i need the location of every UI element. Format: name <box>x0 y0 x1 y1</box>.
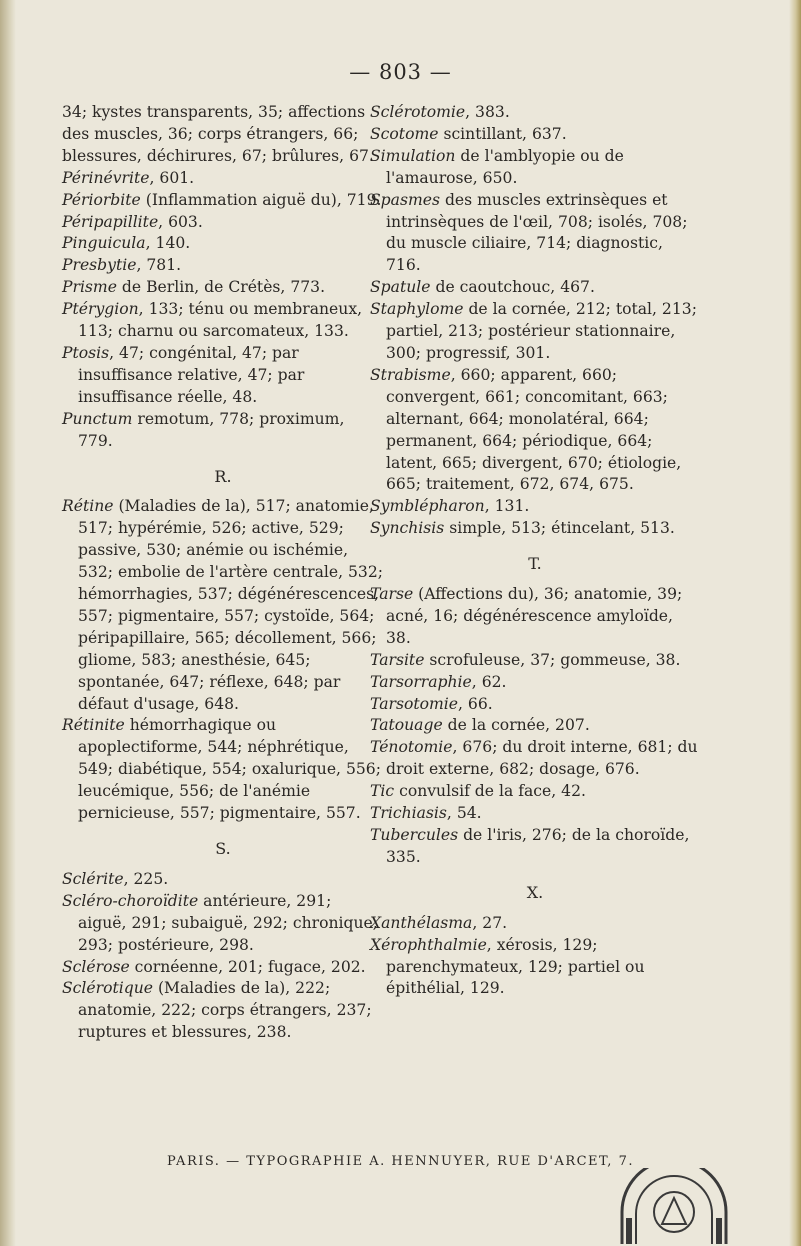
section-heading: S. <box>215 839 231 858</box>
index-term: Scotome <box>370 124 439 143</box>
index-references: scintillant, 637. <box>438 124 567 143</box>
index-term: Scléro-choroïdite <box>62 891 199 910</box>
index-entry <box>62 957 384 979</box>
index-entry <box>62 102 384 168</box>
index-term: Presbytie <box>62 256 137 275</box>
index-references: cornéenne, 201; fugace, 202. <box>129 957 366 976</box>
index-entry <box>370 803 700 825</box>
index-references: , 66. <box>458 694 493 713</box>
index-term: Tubercules <box>370 826 459 844</box>
index-entry <box>62 496 384 715</box>
index-references: , 601. <box>149 168 195 187</box>
index-references: de la cornée, 212; total, 213; partiel, 213; postérieur stationnaire, 300; progressif, 301. <box>386 300 697 362</box>
index-references: antérieure, 291; aiguë, 291; subaiguë, 292; chronique, 293; postérieure, 298. <box>78 891 378 954</box>
index-entry <box>370 190 700 278</box>
index-references: des muscles extrinsèques et intrinsèques de l'œil, 708; isolés, 708; du muscle ciliaire, 714; diagnostic, 716. <box>386 190 688 275</box>
index-term: Sclérite <box>62 869 124 888</box>
printer-imprint: PARIS. — TYPOGRAPHIE A. HENNUYER, RUE D'ARCET, 7. <box>167 1154 634 1169</box>
index-entry <box>370 825 700 869</box>
index-references: 34; kystes transparents, 35; affections des muscles, 36; corps étrangers, 66; blessures, déchirures, 67; brûlures, 67. <box>62 103 374 165</box>
index-term: Xérophthalmie <box>370 935 487 954</box>
index-references: (Maladies de la), 517; anatomie, 517; hypérémie, 526; active, 529; passive, 530; anémie ou ischémie, 532; embolie de l'artère centrale, 532; hémorrhagies, 537; dégénérescences, 557; pigmentaire, 557; cystoïde, 564; péripapillaire, 565; décollement, 566; gliome, 583; anesthésie, 645; spontanée, 647; réflexe, 648; par défaut d'usage, 648. <box>78 497 384 713</box>
index-term: Xanthélasma <box>370 913 473 932</box>
section-heading: R. <box>214 466 232 486</box>
index-entry <box>62 277 384 299</box>
index-entry <box>62 299 384 343</box>
index-entry <box>370 672 700 694</box>
index-references: remotum, 778; proximum, 779. <box>78 409 345 450</box>
index-term: Sclérotique <box>62 979 153 998</box>
index-references: de l'iris, 276; de la choroïde, 335. <box>386 826 690 866</box>
index-entry <box>370 277 700 299</box>
index-term: Ténotomie <box>370 738 453 757</box>
index-references: , 225. <box>123 869 169 888</box>
index-entry <box>370 102 700 124</box>
index-references: hémorrhagique ou apoplectiforme, 544; néphrétique, 549; diabétique, 554; oxalurique, 556; leucémique, 556; de l'anémie pernicieuse, 557; pigmentaire, 557. <box>78 716 381 823</box>
index-entry <box>62 190 384 212</box>
index-references: , 27. <box>472 913 508 932</box>
index-column-right <box>370 102 700 1000</box>
index-term: Punctum <box>62 409 133 428</box>
index-references: , 62. <box>471 672 507 691</box>
index-entry <box>62 212 384 234</box>
index-references: , 660; apparent, 660; convergent, 661; concomitant, 663; alternant, 664; monolatéral, 664; permanent, 664; périodique, 664; latent, 665; divergent, 670; étiologie, 665; traitement, 672, 674, 675. <box>386 365 682 494</box>
index-entry <box>62 869 384 891</box>
index-references: , 131. <box>484 497 530 516</box>
page-edge <box>789 0 801 1246</box>
index-term: Rétine <box>62 497 114 516</box>
index-column-left <box>62 102 384 1044</box>
index-references: , 383. <box>465 103 510 121</box>
index-entry <box>62 978 384 1044</box>
index-term: Spatule <box>370 278 431 297</box>
index-term: Tarsotomie <box>370 694 458 713</box>
index-term: Simulation <box>370 146 456 165</box>
index-term: Rétinite <box>62 716 125 735</box>
index-references: , xérosis, 129; parenchymateux, 129; partiel ou épithélial, 129. <box>386 935 645 998</box>
index-entry <box>62 409 384 453</box>
index-references: (Inflammation aiguë du), 719. <box>140 190 382 209</box>
index-entry <box>62 168 384 190</box>
index-term: Ptosis <box>62 343 110 362</box>
index-entry <box>370 299 700 365</box>
index-term: Trichiasis <box>370 804 447 823</box>
index-entry <box>370 781 700 803</box>
index-entry <box>370 496 700 518</box>
index-term: Tic <box>370 782 395 801</box>
index-term: Périnévrite <box>62 168 150 187</box>
index-term: Tatouage <box>370 716 443 735</box>
index-entry <box>370 365 700 496</box>
index-term: Staphylome <box>370 300 464 319</box>
index-entry <box>370 715 700 737</box>
section-heading: X. <box>526 882 544 902</box>
index-entry <box>370 146 700 190</box>
index-entry <box>370 913 700 935</box>
index-references: , 133; ténu ou membraneux, 113; charnu ou sarcomateux, 133. <box>78 300 363 341</box>
index-entry <box>62 343 384 409</box>
index-entry <box>370 650 700 672</box>
index-entry <box>62 255 384 277</box>
index-references: simple, 513; étincelant, 513. <box>444 519 675 538</box>
index-term: Prisme <box>62 278 117 297</box>
index-term: Péripapillite <box>62 212 159 231</box>
book-spine-shadow <box>0 0 16 1246</box>
index-entry <box>370 694 700 716</box>
index-term: Strabisme <box>370 365 451 384</box>
index-term: Sclérotomie <box>370 103 466 121</box>
index-references: , 603. <box>158 212 203 231</box>
index-term: Tarse <box>370 585 414 604</box>
index-term: Symblépharon <box>370 497 485 516</box>
index-term: Spasmes <box>370 190 440 209</box>
index-references: , 54. <box>446 804 482 823</box>
index-term: Tarsite <box>370 650 425 669</box>
index-term: Tarsorraphie <box>370 672 472 691</box>
index-entry <box>370 584 700 650</box>
index-references: de la cornée, 207. <box>442 716 590 735</box>
index-references: , 140. <box>145 234 191 253</box>
index-references: (Maladies de la), 222; anatomie, 222; corps étrangers, 237; ruptures et blessures, 238. <box>78 979 372 1042</box>
index-entry <box>370 518 700 540</box>
index-entry <box>62 233 384 255</box>
index-references: , 47; congénital, 47; par insuffisance relative, 47; par insuffisance réelle, 48. <box>78 343 305 406</box>
index-references: , 781. <box>136 256 182 275</box>
index-entry <box>62 891 384 957</box>
index-entry <box>370 737 700 781</box>
index-references: de caoutchouc, 467. <box>430 278 595 297</box>
index-references: , 676; du droit interne, 681; du droit externe, 682; dosage, 676. <box>386 738 698 779</box>
section-heading: T. <box>528 554 542 574</box>
index-entry <box>62 715 384 825</box>
index-references: scrofuleuse, 37; gommeuse, 38. <box>424 650 681 669</box>
index-term: Ptérygion <box>62 300 139 319</box>
index-references: convulsif de la face, 42. <box>394 782 586 801</box>
index-term: Pinguicula <box>62 234 146 253</box>
index-term: Sclérose <box>62 957 130 976</box>
index-references: (Affections du), 36; anatomie, 39; acné, 16; dégénérescence amyloïde, 38. <box>386 585 683 647</box>
index-references: de l'amblyopie ou de l'amaurose, 650. <box>386 146 624 187</box>
index-entry <box>370 935 700 1001</box>
index-entry <box>370 124 700 146</box>
library-stamp-icon <box>614 1168 734 1246</box>
index-references: de Berlin, de Crétès, 773. <box>116 278 326 297</box>
index-term: Périorbite <box>62 190 141 209</box>
page-number: — 803 — <box>349 60 452 84</box>
index-term: Synchisis <box>370 519 445 538</box>
